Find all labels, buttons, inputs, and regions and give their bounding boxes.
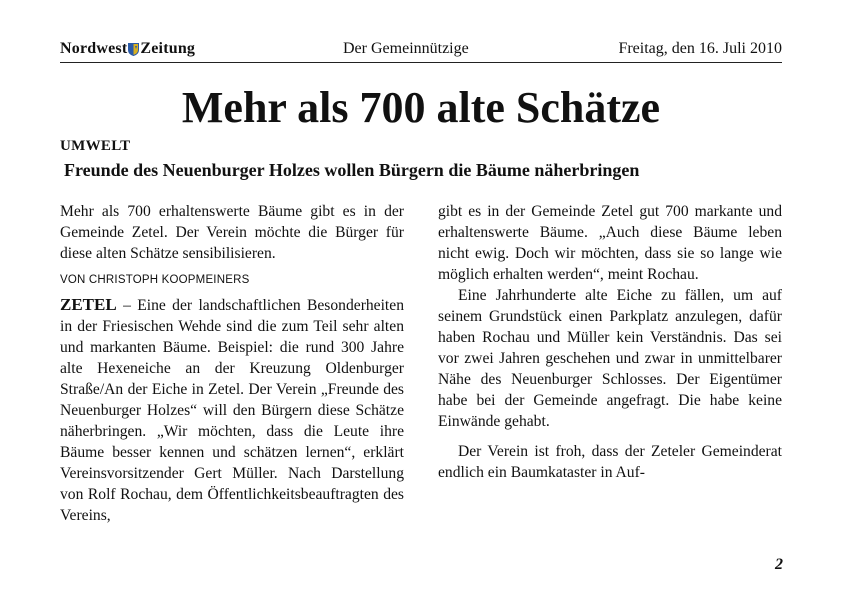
page-number: 2 — [775, 556, 783, 573]
article-kicker: UMWELT — [60, 138, 131, 154]
article-paragraph-1-continued: gibt es in der Gemeinde Zetel gut 700 markante und erhaltenswerte Bäume. „Auch diese Bäume leben nicht ewig. Doch wir möchten, dass sie so lange wie möglich erhalten werden“, meint Rochau. — [438, 203, 782, 283]
article-paragraph-1 — [60, 294, 404, 526]
crest-icon — [128, 43, 139, 56]
article-subheadline: Freunde des Neuenburger Holzes wollen Bürgern die Bäume näherbringen — [64, 160, 640, 180]
newspaper-name-part-2: Zeitung — [140, 40, 196, 57]
section-title: Der Gemeinnützige — [343, 40, 469, 57]
article-paragraph-2: Eine Jahrhunderte alte Eiche zu fällen, um auf seinem Grundstück einen Parkplatz anzulegen, dafür haben Rochau und Müller kein Verständnis. Das sei vor zwei Jahren geschehen und zwar in unmittelbarer Nähe des Neuenburger Schlosses. Der Eigentümer habe bei der Gemeinde angefragt. Die habe keine Einwände gehabt. — [438, 287, 782, 430]
newspaper-logo — [60, 40, 195, 58]
issue-date: Freitag, den 16. Juli 2010 — [618, 40, 782, 57]
article-dateline: ZETEL — [60, 295, 117, 314]
article-byline: VON CHRISTOPH KOOPMEINERS — [60, 274, 250, 286]
article-column-left — [60, 201, 404, 526]
article-paragraph-3: Der Verein ist froh, dass der Zeteler Gemeinderat endlich ein Baumkataster in Auf- — [438, 443, 782, 481]
article-teaser: Mehr als 700 erhaltenswerte Bäume gibt es in der Gemeinde Zetel. Der Verein möchte die Bürger für diese alten Schätze sensibilisieren. — [60, 203, 404, 262]
article-headline: Mehr als 700 alte Schätze — [181, 83, 661, 132]
newspaper-name-part-1: Nordwest — [60, 40, 128, 57]
article-paragraph-1-text: – Eine der landschaftlichen Besonderheiten in der Friesischen Wehde sind die zum Teil sehr alten und markanten Bäume. Beispiel: die rund 300 Jahre alte Hexeneiche an der Kreuzung Oldenburger Straße/An der Eiche in Zetel. Der Verein „Freunde des Neuenburger Holzes“ will den Bürgern diese Schätze näherbringen. „Wir möchten, dass die Leute ihre Bäume besser kennen und schätzen lernen“, erklärt Vereinsvorsitzender Gert Müller. Nach Darstellung von Rolf Rochau, dem Öffentlichkeitsbeauftragten des Vereins, — [60, 297, 404, 524]
masthead — [60, 38, 782, 63]
article-column-right — [438, 201, 782, 483]
